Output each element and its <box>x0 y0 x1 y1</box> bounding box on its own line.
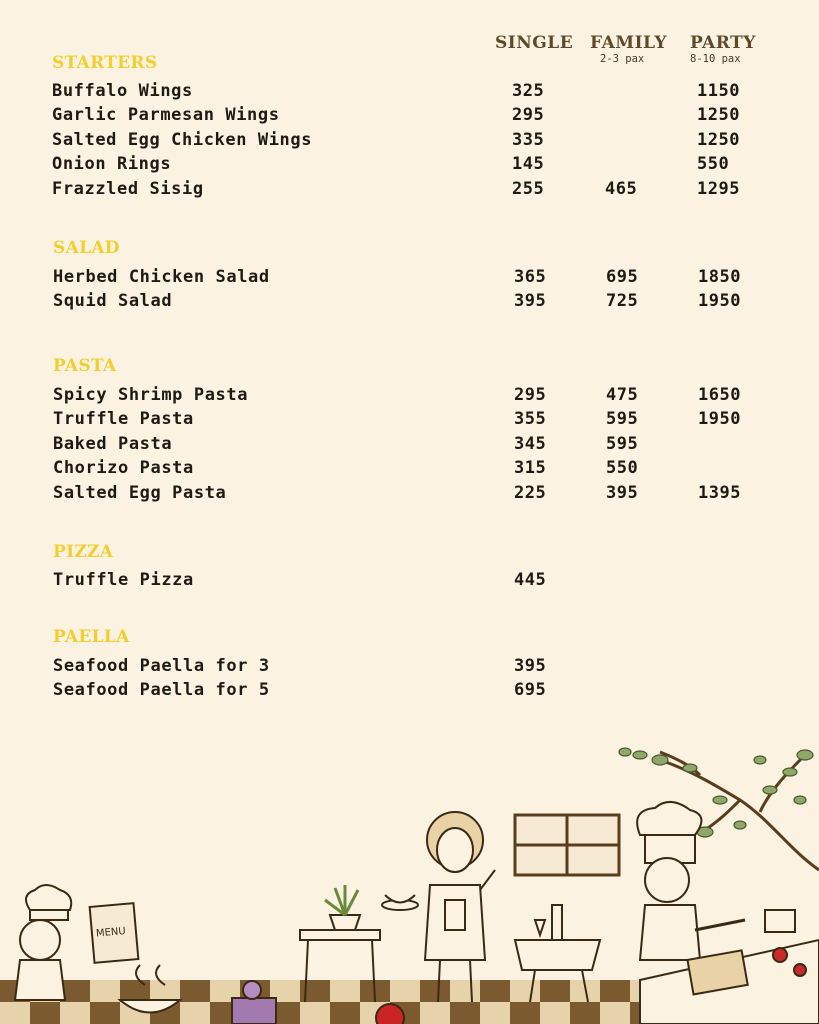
menu-row <box>0 680 819 704</box>
item-name: Garlic Parmesan Wings <box>52 105 280 125</box>
price-single: 395 <box>514 656 547 676</box>
section-title-paella: PAELLA <box>53 627 130 647</box>
column-header-family: FAMILY <box>590 33 668 53</box>
price-family: 395 <box>606 483 639 503</box>
item-name: Buffalo Wings <box>52 81 193 101</box>
section-title-pizza: PIZZA <box>53 542 114 562</box>
item-name: Salted Egg Chicken Wings <box>52 130 313 150</box>
menu-row <box>0 458 819 482</box>
price-party: 1295 <box>697 179 740 199</box>
price-party: 1250 <box>697 105 740 125</box>
price-single: 355 <box>514 409 547 429</box>
price-single: 445 <box>514 570 547 590</box>
menu-row <box>0 656 819 680</box>
tomato-icon <box>376 1004 404 1024</box>
menu-row <box>0 105 819 129</box>
price-party: 1850 <box>698 267 741 287</box>
column-header-party: PARTY <box>690 33 756 53</box>
price-party: 1395 <box>698 483 741 503</box>
menu-row <box>0 385 819 409</box>
menu-row <box>0 409 819 433</box>
price-single: 395 <box>514 291 547 311</box>
kitchen-illustration <box>0 740 819 1024</box>
chef-figure-right <box>637 802 745 960</box>
price-party: 550 <box>697 154 730 174</box>
item-name: Squid Salad <box>53 291 173 311</box>
price-single: 255 <box>512 179 545 199</box>
price-single: 295 <box>514 385 547 405</box>
price-family: 595 <box>606 434 639 454</box>
price-family: 695 <box>606 267 639 287</box>
item-name: Chorizo Pasta <box>53 458 194 478</box>
menu-row <box>0 154 819 178</box>
price-single: 365 <box>514 267 547 287</box>
price-single: 325 <box>512 81 545 101</box>
price-party: 1950 <box>698 291 741 311</box>
price-family: 595 <box>606 409 639 429</box>
column-header-single: SINGLE <box>495 33 574 53</box>
waitress-figure <box>382 812 495 1002</box>
window-icon <box>515 815 619 875</box>
menu-row <box>0 483 819 507</box>
price-single: 315 <box>514 458 547 478</box>
section-title-pasta: PASTA <box>53 356 117 376</box>
item-name: Onion Rings <box>52 154 172 174</box>
column-subheader-family: 2-3 pax <box>600 53 645 65</box>
menu-row <box>0 570 819 594</box>
price-family: 725 <box>606 291 639 311</box>
item-name: Salted Egg Pasta <box>53 483 227 503</box>
menu-row <box>0 130 819 154</box>
section-title-salad: SALAD <box>53 238 120 258</box>
price-party: 1250 <box>697 130 740 150</box>
price-family: 475 <box>606 385 639 405</box>
price-family: 550 <box>606 458 639 478</box>
price-single: 345 <box>514 434 547 454</box>
item-name: Truffle Pizza <box>53 570 194 590</box>
section-title-starters: STARTERS <box>52 53 158 73</box>
item-name: Seafood Paella for 3 <box>53 656 270 676</box>
item-name: Baked Pasta <box>53 434 173 454</box>
item-name: Truffle Pasta <box>53 409 194 429</box>
item-name: Herbed Chicken Salad <box>53 267 270 287</box>
price-party: 1650 <box>698 385 741 405</box>
price-single: 295 <box>512 105 545 125</box>
menu-board-label: MENU <box>95 925 127 940</box>
price-single: 695 <box>514 680 547 700</box>
price-single: 335 <box>512 130 545 150</box>
price-single: 225 <box>514 483 547 503</box>
price-party: 1950 <box>698 409 741 429</box>
price-party: 1150 <box>697 81 740 101</box>
menu-board-icon <box>90 903 139 963</box>
menu-row <box>0 291 819 315</box>
menu-row <box>0 179 819 203</box>
price-single: 145 <box>512 154 545 174</box>
menu-row <box>0 267 819 291</box>
item-name: Seafood Paella for 5 <box>53 680 270 700</box>
menu-row <box>0 434 819 458</box>
price-family: 465 <box>605 179 638 199</box>
column-subheader-party: 8-10 pax <box>690 53 741 65</box>
item-name: Frazzled Sisig <box>52 179 204 199</box>
menu-row <box>0 81 819 105</box>
chef-figure-left <box>15 885 71 1000</box>
item-name: Spicy Shrimp Pasta <box>53 385 249 405</box>
